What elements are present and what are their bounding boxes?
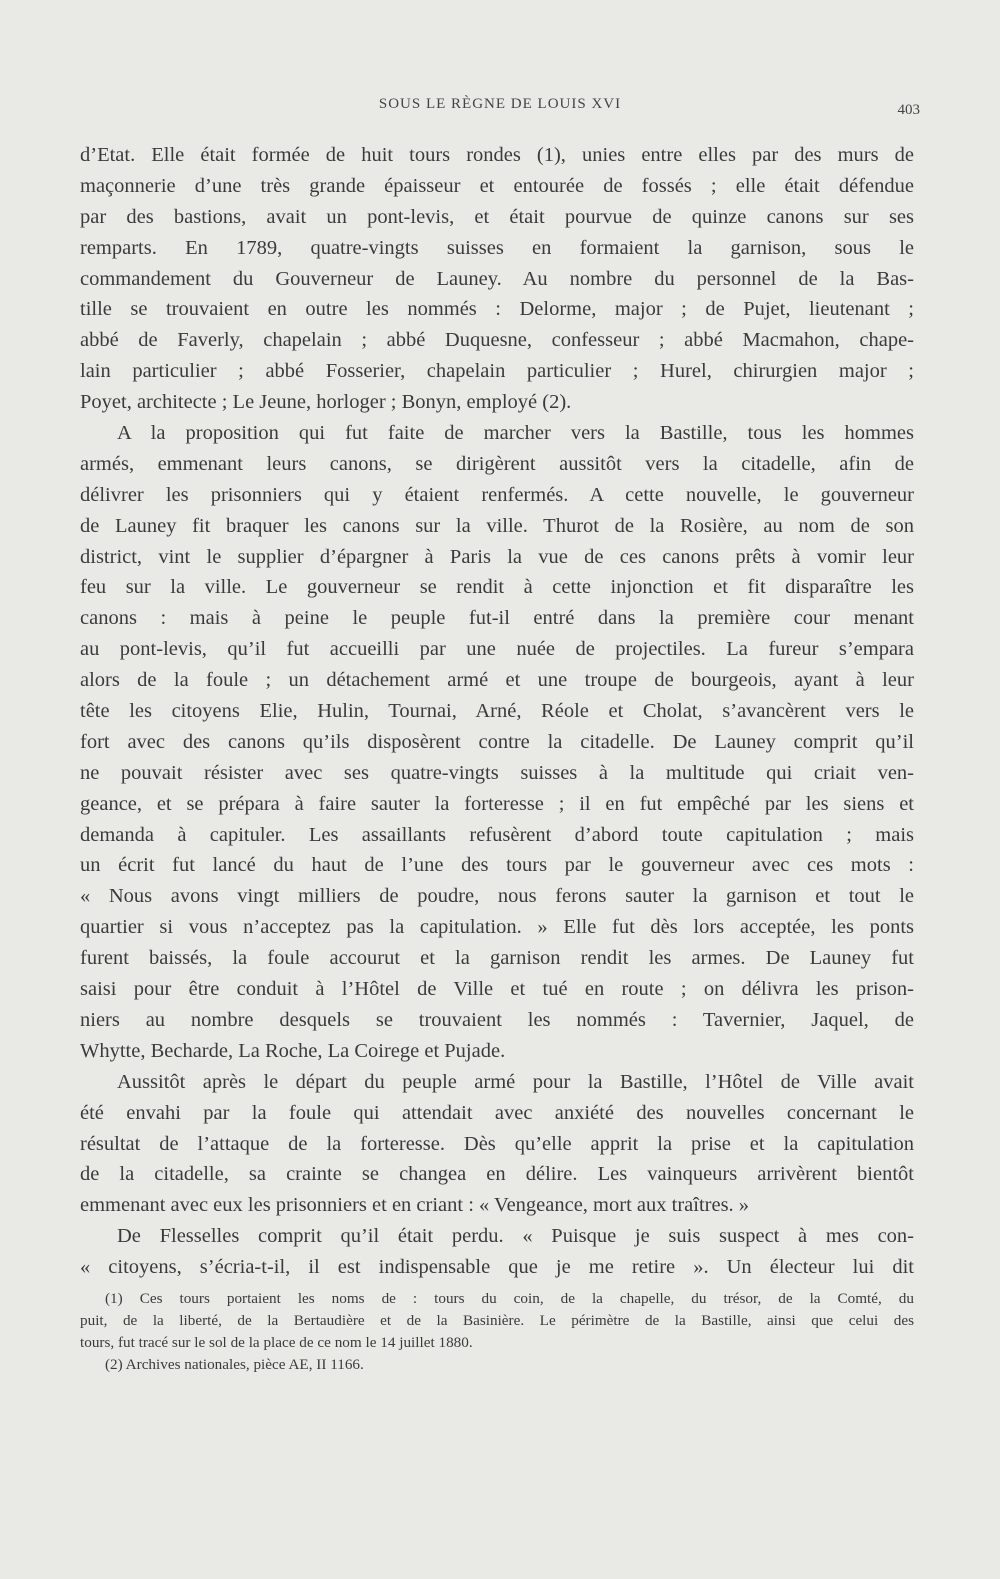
text-line: délivrer les prisonniers qui y étaient renfermés. A cette nouvelle, le gouverneur (80, 483, 914, 506)
text-line: « citoyens, s’écria-t-il, il est indispensable que je me retire ». Un électeur lui dit (80, 1256, 914, 1279)
text-line: de Launey fit braquer les canons sur la ville. Thurot de la Rosière, au nom de son (80, 514, 914, 537)
text-line: district, vint le supplier d’épargner à Paris la vue de ces canons prêts à vomir leur (80, 545, 914, 568)
text-line: tête les citoyens Elie, Hulin, Tournai, Arné, Réole et Cholat, s’avancèrent vers le (80, 700, 914, 723)
text-line: de la citadelle, sa crainte se changea en délire. Les vainqueurs arrivèrent bientôt (80, 1163, 914, 1186)
footnotes (80, 1288, 914, 1376)
text-line: niers au nombre desquels se trouvaient les nommés : Tavernier, Jaquel, de (80, 1008, 914, 1031)
footnote-line: puit, de la liberté, de la Bertaudière et de la Basinière. Le périmètre de la Bastille, ainsi que celui des (80, 1312, 914, 1329)
footnote-line: (2) Archives nationales, pièce AE, II 1166. (105, 1356, 364, 1373)
running-title: SOUS LE RÈGNE DE LOUIS XVI (378, 96, 622, 112)
text-line: au pont-levis, qu’il fut accueilli par une nuée de projectiles. La fureur s’empara (80, 638, 914, 661)
text-line: emmenant avec eux les prisonniers et en criant : « Vengeance, mort aux traîtres. » (80, 1194, 750, 1217)
text-line: feu sur la ville. Le gouverneur se rendit à cette injonction et fit disparaître les (80, 576, 914, 599)
text-line: Whytte, Becharde, La Roche, La Coirege et Pujade. (80, 1039, 506, 1062)
text-line: armés, emmenant leurs canons, se dirigèrent aussitôt vers la citadelle, afin de (80, 452, 914, 475)
text-line: un écrit fut lancé du haut de l’une des tours par le gouverneur avec ces mots : (80, 854, 914, 877)
text-line: remparts. En 1789, quatre-vingts suisses en formaient la garnison, sous le (80, 236, 914, 259)
text-line: Aussitôt après le départ du peuple armé pour la Bastille, l’Hôtel de Ville avait (117, 1070, 914, 1093)
text-line: été envahi par la foule qui attendait avec anxiété des nouvelles concernant le (80, 1101, 914, 1124)
text-line: « Nous avons vingt milliers de poudre, nous ferons sauter la garnison et tout le (80, 885, 914, 908)
text-line: De Flesselles comprit qu’il était perdu. « Puisque je suis suspect à mes con- (117, 1225, 914, 1248)
text-line: commandement du Gouverneur de Launey. Au nombre du personnel de la Bas- (80, 267, 914, 290)
text-line: ne pouvait résister avec ses quatre-vingts suisses à la multitude qui criait ven- (80, 761, 914, 784)
text-line: tille se trouvaient en outre les nommés : Delorme, major ; de Pujet, lieutenant ; (80, 298, 914, 321)
text-line: canons : mais à peine le peuple fut-il entré dans la première cour menant (80, 607, 914, 630)
text-line: Poyet, architecte ; Le Jeune, horloger ; Bonyn, employé (2). (80, 391, 572, 414)
text-line: lain particulier ; abbé Fosserier, chapelain particulier ; Hurel, chirurgien major ; (80, 360, 914, 383)
text-line: furent baissés, la foule accourut et la garnison rendit les armes. De Launey fut (80, 947, 914, 970)
text-line: maçonnerie d’une très grande épaisseur et entourée de fossés ; elle était défendue (80, 174, 914, 197)
text-line: saisi pour être conduit à l’Hôtel de Ville et tué en route ; on délivra les prison- (80, 978, 914, 1001)
page-number: 403 (897, 102, 920, 118)
text-line: par des bastions, avait un pont-levis, et était pourvue de quinze canons sur ses (80, 205, 914, 228)
text-line: d’Etat. Elle était formée de huit tours rondes (1), unies entre elles par des murs de (80, 144, 914, 166)
text-line: fort avec des canons qu’ils disposèrent contre la citadelle. De Launey comprit qu’il (80, 730, 914, 753)
text-line: A la proposition qui fut faite de marcher vers la Bastille, tous les hommes (117, 422, 914, 445)
text-line: demanda à capituler. Les assaillants refusèrent d’abord toute capitulation ; mais (80, 823, 914, 846)
text-line: quartier si vous n’acceptez pas la capitulation. » Elle fut dès lors acceptée, les ponts (80, 916, 914, 939)
text-line: geance, et se prépara à faire sauter la forteresse ; il en fut empêché par les siens et (80, 792, 914, 815)
text-line: résultat de l’attaque de la forteresse. Dès qu’elle apprit la prise et la capitulation (80, 1132, 914, 1155)
text-line: abbé de Faverly, chapelain ; abbé Duquesne, confesseur ; abbé Macmahon, chape- (80, 329, 914, 352)
footnote-line: tours, fut tracé sur le sol de la place de ce nom le 14 juillet 1880. (80, 1334, 473, 1351)
footnote-line: (1) Ces tours portaient les noms de : tours du coin, de la chapelle, du trésor, de la Comté, du (105, 1290, 914, 1307)
body-text (80, 140, 914, 1283)
text-line: alors de la foule ; un détachement armé et une troupe de bourgeois, ayant à leur (80, 669, 914, 692)
